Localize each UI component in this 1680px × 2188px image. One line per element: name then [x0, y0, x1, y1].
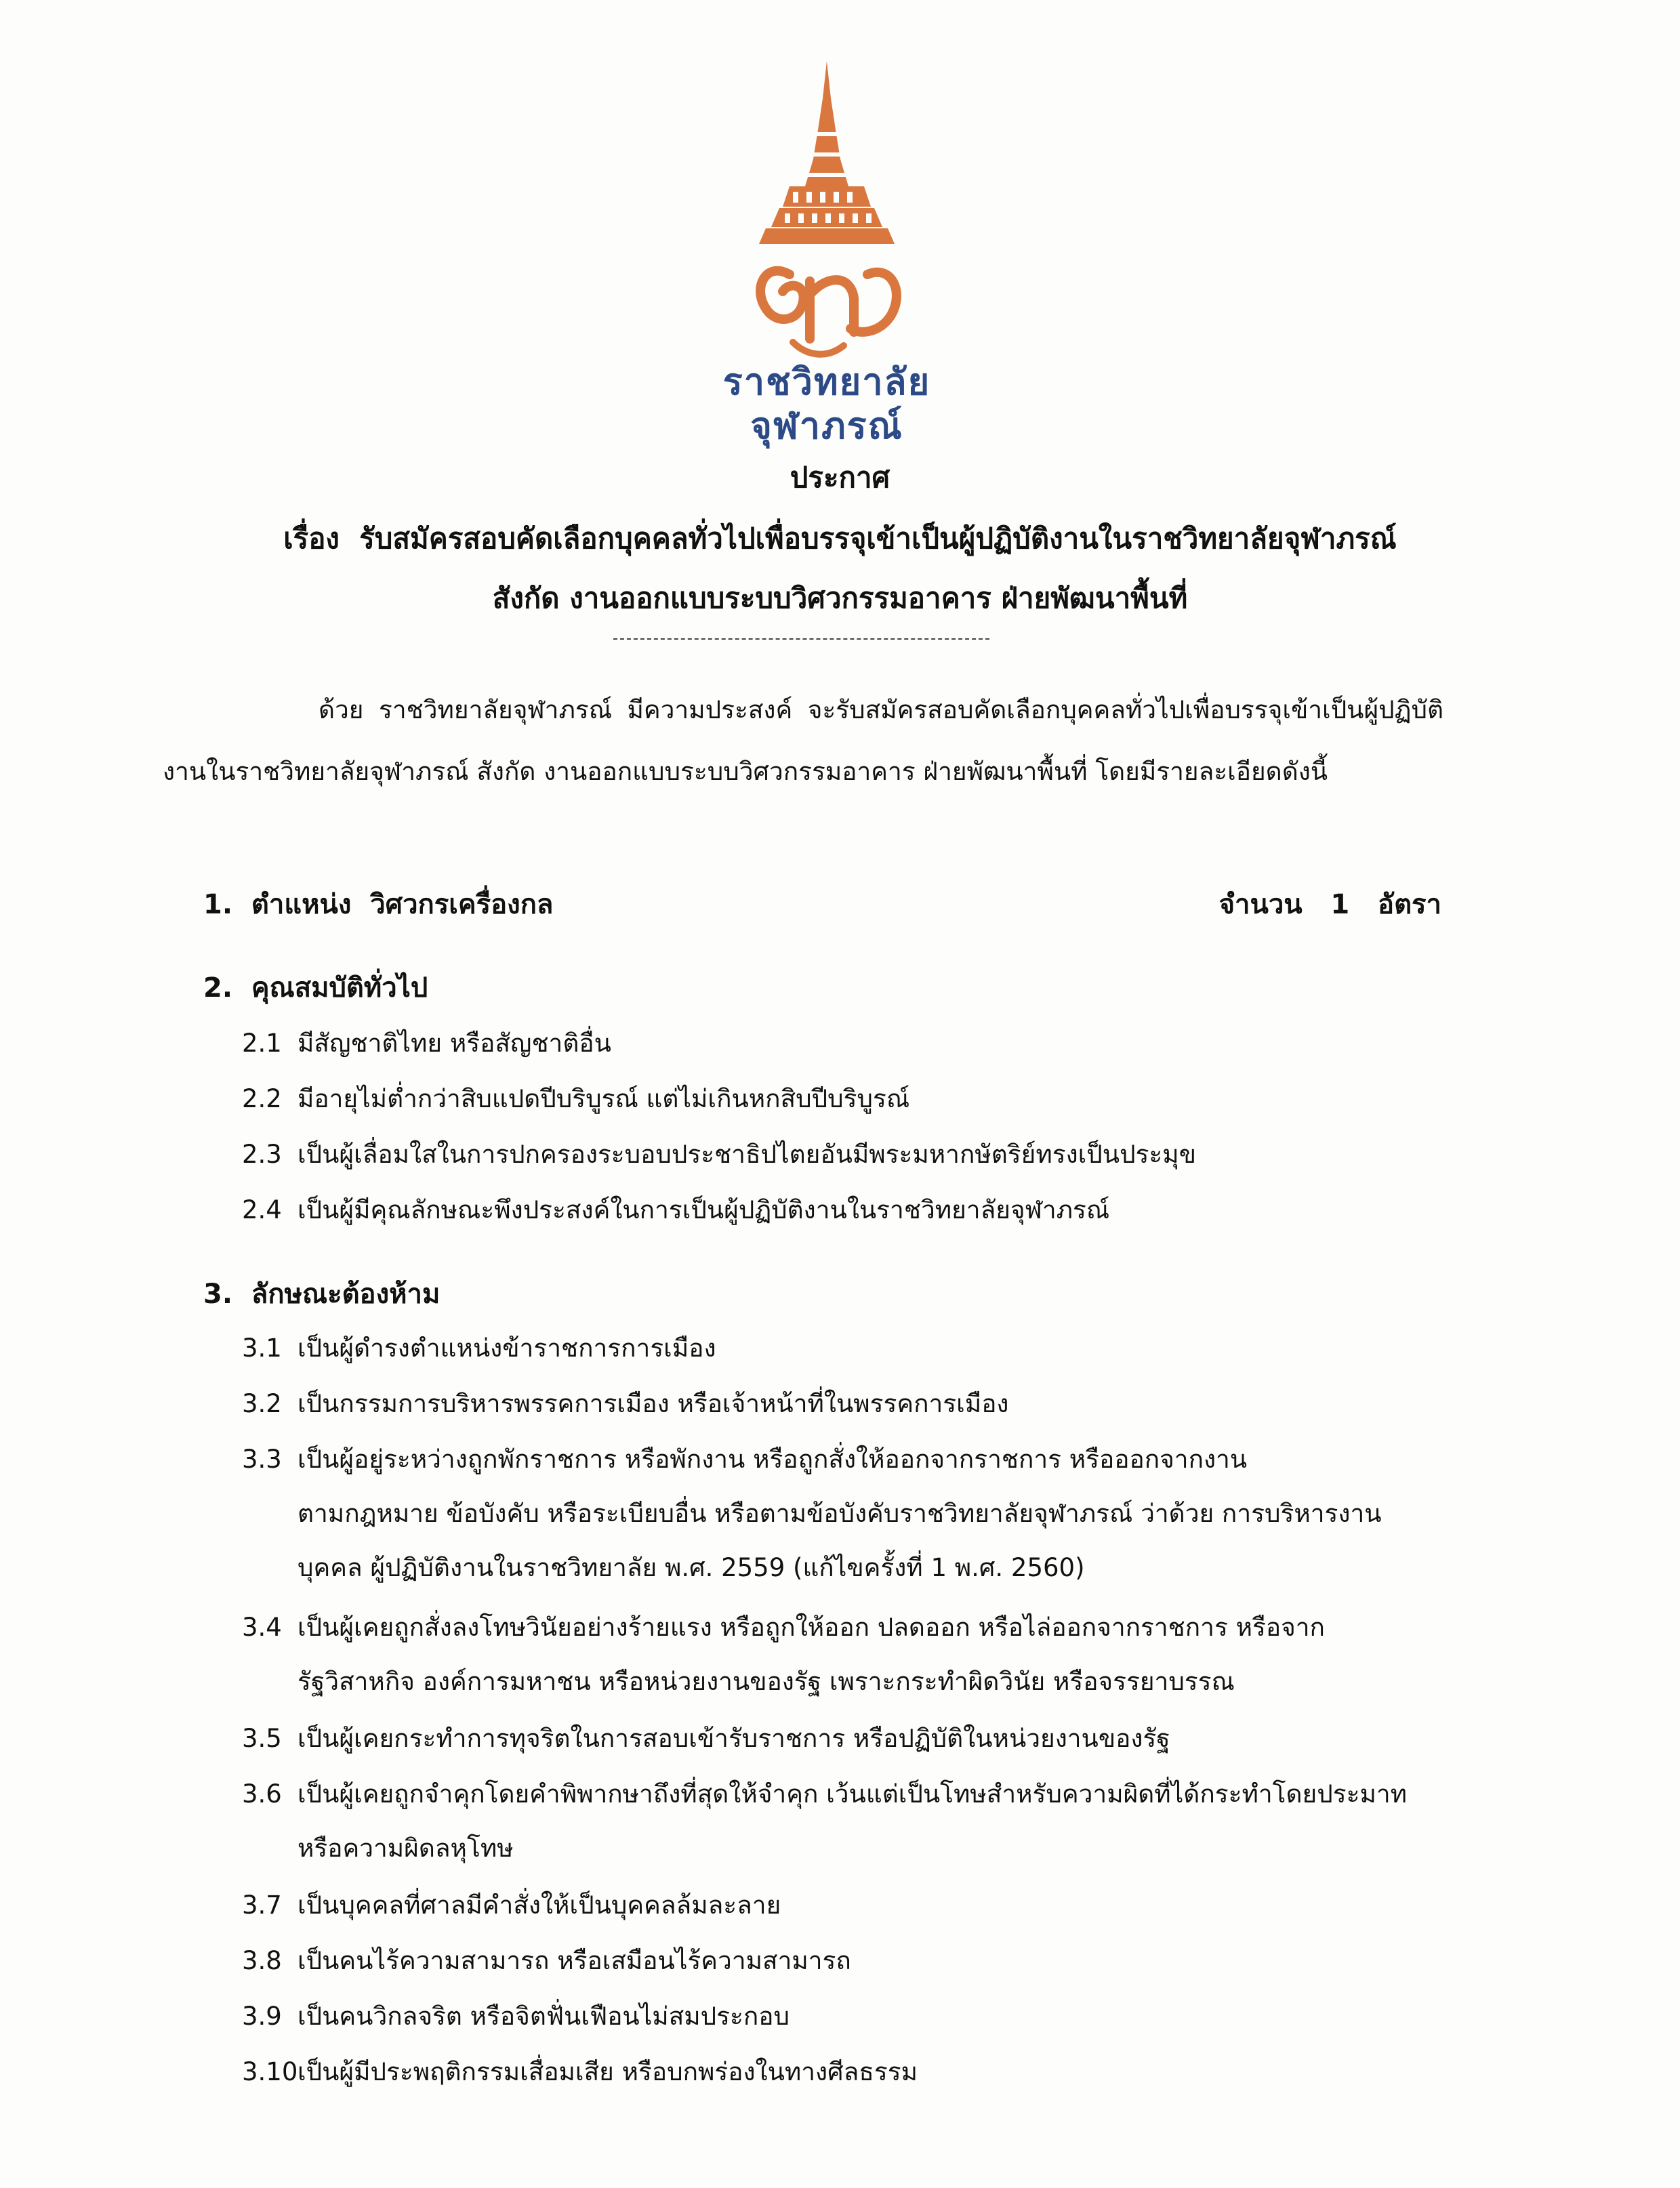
- item-text: เป็นผู้เคยถูกจำคุกโดยคำพิพากษาถึงที่สุดให้จำคุก เว้นแต่เป็นโทษสำหรับความผิดที่ได้กระทำโดยประมาท: [298, 1779, 1408, 1809]
- item-number: 3.1: [242, 1334, 282, 1363]
- position-heading: [203, 882, 553, 926]
- subject-text: รับสมัครสอบคัดเลือกบุคคลทั่วไปเพื่อบรรจุเข้าเป็นผู้ปฏิบัติงานในราชวิทยาลัยจุฬาภรณ์: [359, 522, 1397, 555]
- section2-heading: [203, 966, 428, 1009]
- list-item: [242, 1996, 790, 2036]
- subject-prefix: เรื่อง: [283, 522, 340, 555]
- dashed-divider: [613, 638, 989, 640]
- item-continuation: รัฐวิสาหกิจ องค์การมหาชน หรือหน่วยงานของรัฐ เพราะกระทำผิดวินัย หรือจรรยาบรรณ: [298, 1667, 1235, 1696]
- subject-line: [0, 516, 1680, 561]
- item-text: เป็นผู้มีคุณลักษณะพึงประสงค์ในการเป็นผู้ปฏิบัติงานในราชวิทยาลัยจุฬาภรณ์: [298, 1195, 1110, 1224]
- subject-affiliation: สังกัด งานออกแบบระบบวิศวกรรมอาคาร ฝ่ายพัฒนาพื้นที่: [492, 581, 1188, 615]
- item-text: เป็นกรรมการบริหารพรรคการเมือง หรือเจ้าหน้าที่ในพรรคการเมือง: [298, 1389, 1009, 1418]
- item-text: มีอายุไม่ต่ำกว่าสิบแปดปีบริบูรณ์ แต่ไม่เกินหกสิบปีบริบูรณ์: [298, 1084, 910, 1113]
- item-number: 3.5: [242, 1724, 282, 1753]
- item-number: 3.10: [242, 2057, 298, 2086]
- item-text: เป็นคนไร้ความสามารถ หรือเสมือนไร้ความสามารถ: [298, 1946, 851, 1975]
- item-text: เป็นผู้เคยกระทำการทุจริตในการสอบเข้ารับราชการ หรือปฏิบัติในหน่วยงานของรัฐ: [298, 1724, 1170, 1753]
- document-type-title: ประกาศ: [790, 461, 890, 494]
- item-number: 2.3: [242, 1140, 282, 1169]
- list-item: [242, 1885, 781, 1925]
- count-value: 1: [1330, 889, 1350, 920]
- list-item: [242, 1941, 851, 1981]
- section3-title: ลักษณะต้องห้าม: [251, 1279, 441, 1310]
- list-item: [242, 1079, 909, 1119]
- item-text: เป็นผู้อยู่ระหว่างถูกพักราชการ หรือพักงาน หรือถูกสั่งให้ออกจากราชการ หรือออกจากงาน: [298, 1445, 1248, 1474]
- count-unit: อัตรา: [1378, 889, 1441, 920]
- position-label: ตำแหน่ง: [251, 889, 352, 920]
- item-continuation: หรือความผิดลหุโทษ: [298, 1834, 514, 1863]
- list-item: [242, 1774, 1407, 1814]
- list-item: [242, 1607, 1325, 1647]
- position-count: [1219, 882, 1441, 926]
- item-number: 3.3: [242, 1445, 282, 1474]
- item-number: 3.6: [242, 1779, 282, 1809]
- item-number: 3.2: [242, 1389, 282, 1418]
- college-emblem-logo: [725, 58, 928, 383]
- intro-paragraph: ด้วย ราชวิทยาลัยจุฬาภรณ์ มีความประสงค์ จะรับสมัครสอบคัดเลือกบุคคลทั่วไปเพื่อบรรจุเข้าเป็นผู้ปฏิบัติงานในราชวิทยาลัยจุฬาภรณ์ สังกัด งานออกแบบระบบวิศวกรรมอาคาร ฝ่ายพัฒนาพื้นที่ โดยมีรายละเอียดดังนี้: [163, 695, 1443, 786]
- section2-number: 2.: [203, 972, 233, 1004]
- item-number: 2.4: [242, 1195, 282, 1224]
- list-item: [242, 1439, 1247, 1479]
- item-number: 2.2: [242, 1084, 282, 1113]
- item-text: เป็นบุคคลที่ศาลมีคำสั่งให้เป็นบุคคลล้มละลาย: [298, 1891, 781, 1920]
- org-name-line2: จุฬาภรณ์: [750, 405, 903, 447]
- item-text: เป็นคนวิกลจริต หรือจิตฟั่นเฟือนไม่สมประกอบ: [298, 2002, 790, 2031]
- position-number: 1.: [203, 889, 233, 920]
- section3-heading: [203, 1272, 440, 1315]
- section3-number: 3.: [203, 1279, 233, 1310]
- list-item: [242, 1134, 1196, 1174]
- item-continuation: บุคคล ผู้ปฏิบัติงานในราชวิทยาลัย พ.ศ. 2559 (แก้ไขครั้งที่ 1 พ.ศ. 2560): [298, 1553, 1085, 1582]
- list-item: [242, 1718, 1170, 1758]
- item-text: มีสัญชาติไทย หรือสัญชาติอื่น: [298, 1029, 611, 1058]
- org-name-line1: ราชวิทยาลัย: [722, 360, 931, 403]
- list-item: [242, 2052, 918, 2092]
- item-text: เป็นผู้เคยถูกสั่งลงโทษวินัยอย่างร้ายแรง หรือถูกให้ออก ปลดออก หรือไล่ออกจากราชการ หรือจาก: [298, 1613, 1325, 1642]
- list-item: [242, 1023, 611, 1063]
- item-text: เป็นผู้มีประพฤติกรรมเสื่อมเสีย หรือบกพร่องในทางศีลธรรม: [298, 2057, 918, 2086]
- item-number: 2.1: [242, 1029, 282, 1058]
- item-number: 3.9: [242, 2002, 282, 2031]
- item-number: 3.7: [242, 1891, 282, 1920]
- item-number: 3.8: [242, 1946, 282, 1975]
- count-label: จำนวน: [1218, 889, 1303, 920]
- position-title: วิศวกรเครื่องกล: [370, 889, 554, 920]
- item-text: เป็นผู้เลื่อมใสในการปกครองระบอบประชาธิปไตยอันมีพระมหากษัตริย์ทรงเป็นประมุข: [298, 1140, 1196, 1169]
- item-text: เป็นผู้ดำรงตำแหน่งข้าราชการการเมือง: [298, 1334, 716, 1363]
- list-item: [242, 1328, 716, 1368]
- section2-title: คุณสมบัติทั่วไป: [251, 972, 428, 1004]
- list-item: [242, 1190, 1109, 1230]
- item-number: 3.4: [242, 1613, 282, 1642]
- list-item: [242, 1384, 1009, 1424]
- item-continuation: ตามกฎหมาย ข้อบังคับ หรือระเบียบอื่น หรือตามข้อบังคับราชวิทยาลัยจุฬาภรณ์ ว่าด้วย การบริหารงาน: [298, 1499, 1382, 1528]
